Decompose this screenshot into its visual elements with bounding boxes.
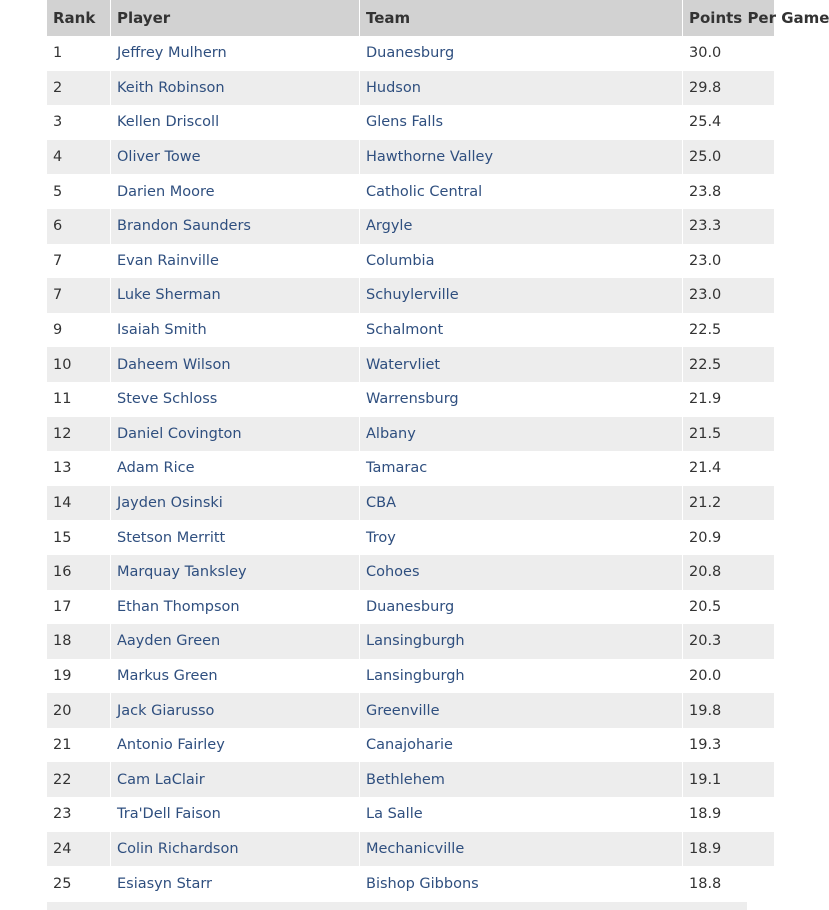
points-cell: 23.0 xyxy=(683,278,775,313)
table-row xyxy=(47,762,775,797)
table-row xyxy=(47,278,775,313)
team-link[interactable]: Catholic Central xyxy=(360,174,683,209)
rank-column-header[interactable]: Rank xyxy=(47,0,111,36)
player-link[interactable]: Steve Schloss xyxy=(111,382,360,417)
team-link[interactable]: Lansingburgh xyxy=(360,659,683,694)
team-link[interactable]: Columbia xyxy=(360,244,683,279)
table-row xyxy=(47,590,775,625)
points-cell: 21.2 xyxy=(683,486,775,521)
points-cell: 23.8 xyxy=(683,174,775,209)
table-row xyxy=(47,244,775,279)
team-link[interactable]: Bethlehem xyxy=(360,762,683,797)
table-row xyxy=(47,313,775,348)
table-row xyxy=(47,728,775,763)
player-link[interactable]: Marquay Tanksley xyxy=(111,555,360,590)
rank-cell: 1 xyxy=(47,36,111,71)
points-cell: 23.3 xyxy=(683,209,775,244)
team-link[interactable]: Tamarac xyxy=(360,451,683,486)
team-link[interactable]: Hawthorne Valley xyxy=(360,140,683,175)
team-link[interactable]: CBA xyxy=(360,486,683,521)
team-link[interactable]: Warrensburg xyxy=(360,382,683,417)
player-link[interactable]: Jack Giarusso xyxy=(111,693,360,728)
player-link[interactable]: Colin Richardson xyxy=(111,832,360,867)
points-cell: 20.8 xyxy=(683,555,775,590)
rank-cell: 7 xyxy=(47,244,111,279)
team-link[interactable]: Cohoes xyxy=(360,555,683,590)
table-row xyxy=(47,486,775,521)
table-row xyxy=(47,520,775,555)
team-link[interactable]: Canajoharie xyxy=(360,728,683,763)
table-row xyxy=(47,624,775,659)
table-row xyxy=(47,451,775,486)
rank-cell: 22 xyxy=(47,762,111,797)
player-link[interactable]: Aayden Green xyxy=(111,624,360,659)
table-row xyxy=(47,209,775,244)
table-row xyxy=(47,382,775,417)
rank-cell: 15 xyxy=(47,520,111,555)
rank-cell: 21 xyxy=(47,728,111,763)
points-cell: 19.3 xyxy=(683,728,775,763)
team-link[interactable]: Lansingburgh xyxy=(360,624,683,659)
points-cell: 22.5 xyxy=(683,347,775,382)
table-header-row xyxy=(47,0,775,36)
rank-cell: 13 xyxy=(47,451,111,486)
points-cell: 20.0 xyxy=(683,659,775,694)
table-row xyxy=(47,866,775,901)
table-row xyxy=(47,71,775,106)
team-link[interactable]: Argyle xyxy=(360,209,683,244)
rank-cell: 16 xyxy=(47,555,111,590)
team-link[interactable]: Schuylerville xyxy=(360,278,683,313)
table-row-partial xyxy=(47,902,747,910)
player-link[interactable]: Stetson Merritt xyxy=(111,520,360,555)
table-body xyxy=(47,36,775,901)
rank-cell: 7 xyxy=(47,278,111,313)
player-link[interactable]: Luke Sherman xyxy=(111,278,360,313)
points-cell: 19.8 xyxy=(683,693,775,728)
table-row xyxy=(47,555,775,590)
team-link[interactable]: Greenville xyxy=(360,693,683,728)
points-column-header[interactable]: Points Per Game xyxy=(683,0,775,36)
player-link[interactable]: Keith Robinson xyxy=(111,71,360,106)
rank-cell: 19 xyxy=(47,659,111,694)
table-row xyxy=(47,417,775,452)
player-link[interactable]: Adam Rice xyxy=(111,451,360,486)
points-cell: 21.5 xyxy=(683,417,775,452)
player-link[interactable]: Jeffrey Mulhern xyxy=(111,36,360,71)
rank-cell: 11 xyxy=(47,382,111,417)
rank-cell: 23 xyxy=(47,797,111,832)
team-link[interactable]: Schalmont xyxy=(360,313,683,348)
team-link[interactable]: Watervliet xyxy=(360,347,683,382)
points-cell: 19.1 xyxy=(683,762,775,797)
points-cell: 18.9 xyxy=(683,797,775,832)
points-cell: 23.0 xyxy=(683,244,775,279)
points-cell: 20.5 xyxy=(683,590,775,625)
player-link[interactable]: Daheem Wilson xyxy=(111,347,360,382)
rank-cell: 10 xyxy=(47,347,111,382)
team-link[interactable]: Duanesburg xyxy=(360,590,683,625)
player-link[interactable]: Daniel Covington xyxy=(111,417,360,452)
points-cell: 18.9 xyxy=(683,832,775,867)
player-link[interactable]: Tra'Dell Faison xyxy=(111,797,360,832)
player-link[interactable]: Antonio Fairley xyxy=(111,728,360,763)
points-cell: 22.5 xyxy=(683,313,775,348)
player-link[interactable]: Cam LaClair xyxy=(111,762,360,797)
rank-cell: 12 xyxy=(47,417,111,452)
player-link[interactable]: Markus Green xyxy=(111,659,360,694)
points-cell: 25.4 xyxy=(683,105,775,140)
team-link[interactable]: Albany xyxy=(360,417,683,452)
player-link[interactable]: Ethan Thompson xyxy=(111,590,360,625)
team-link[interactable]: Hudson xyxy=(360,71,683,106)
table-row xyxy=(47,140,775,175)
player-link[interactable]: Jayden Osinski xyxy=(111,486,360,521)
team-column-header[interactable]: Team xyxy=(360,0,683,36)
rank-cell: 14 xyxy=(47,486,111,521)
player-column-header[interactable]: Player xyxy=(111,0,360,36)
player-link[interactable]: Esiasyn Starr xyxy=(111,866,360,901)
table-row xyxy=(47,347,775,382)
rank-cell: 3 xyxy=(47,105,111,140)
player-link[interactable]: Kellen Driscoll xyxy=(111,105,360,140)
table-row xyxy=(47,832,775,867)
team-link[interactable]: Duanesburg xyxy=(360,36,683,71)
table-row xyxy=(47,105,775,140)
table-row xyxy=(47,36,775,71)
points-cell: 20.3 xyxy=(683,624,775,659)
team-link[interactable]: Bishop Gibbons xyxy=(360,866,683,901)
team-link[interactable]: Troy xyxy=(360,520,683,555)
points-cell: 29.8 xyxy=(683,71,775,106)
player-link[interactable]: Darien Moore xyxy=(111,174,360,209)
team-link[interactable]: La Salle xyxy=(360,797,683,832)
team-link[interactable]: Glens Falls xyxy=(360,105,683,140)
points-cell: 20.9 xyxy=(683,520,775,555)
table-row xyxy=(47,693,775,728)
rank-cell: 9 xyxy=(47,313,111,348)
points-cell: 18.8 xyxy=(683,866,775,901)
player-link[interactable]: Isaiah Smith xyxy=(111,313,360,348)
rank-cell: 4 xyxy=(47,140,111,175)
player-link[interactable]: Evan Rainville xyxy=(111,244,360,279)
rank-cell: 5 xyxy=(47,174,111,209)
stats-table xyxy=(47,0,829,901)
team-link[interactable]: Mechanicville xyxy=(360,832,683,867)
points-cell: 25.0 xyxy=(683,140,775,175)
rank-cell: 18 xyxy=(47,624,111,659)
points-cell: 21.4 xyxy=(683,451,775,486)
table-row xyxy=(47,174,775,209)
rank-cell: 6 xyxy=(47,209,111,244)
rank-cell: 17 xyxy=(47,590,111,625)
rank-cell: 25 xyxy=(47,866,111,901)
player-link[interactable]: Oliver Towe xyxy=(111,140,360,175)
points-cell: 30.0 xyxy=(683,36,775,71)
points-cell: 21.9 xyxy=(683,382,775,417)
rank-cell: 24 xyxy=(47,832,111,867)
rank-cell: 20 xyxy=(47,693,111,728)
table-row xyxy=(47,659,775,694)
player-link[interactable]: Brandon Saunders xyxy=(111,209,360,244)
rank-cell: 2 xyxy=(47,71,111,106)
table-row xyxy=(47,797,775,832)
